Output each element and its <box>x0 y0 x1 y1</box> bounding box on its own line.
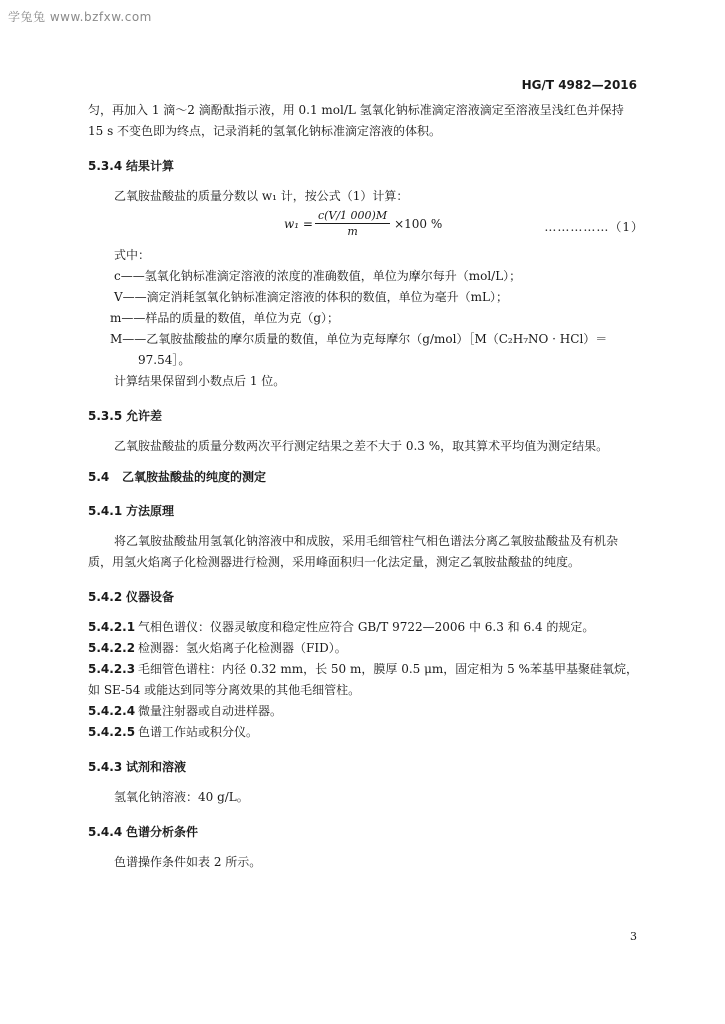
document-body <box>88 100 644 873</box>
conditions-text: 色谱操作条件如表 2 所示。 <box>114 855 262 869</box>
heading-5-4-2: 5.4.2 仪器设备 <box>88 590 175 604</box>
formula-tail: ×100 % <box>394 216 443 231</box>
formula-fraction <box>315 209 390 238</box>
def-v: V——滴定消耗氢氧化钠标准滴定溶液的体积的数值，单位为毫升（mL）； <box>114 290 509 304</box>
principle-line-1: 将乙氧胺盐酸盐用氢氧化钠溶液中和成胺，采用毛细管柱气相色谱法分离乙氧胺盐酸盐及有机杂 <box>114 534 619 548</box>
def-M-cont: 97.54］。 <box>138 353 191 367</box>
principle-line-2: 质，用氢火焰离子化检测器进行检测，采用峰面积归一化法定量，测定乙氧胺盐酸盐的纯度。 <box>88 555 581 569</box>
intro-line-2: 15 s 不变色即为终点，记录消耗的氢氧化钠标准滴定溶液的体积。 <box>88 124 442 138</box>
reagent-text: 氢氧化钠溶液：40 g/L。 <box>114 790 249 804</box>
item-5-4-2-4: 5.4.2.4 微量注射器或自动进样器。 <box>88 704 283 718</box>
heading-5-4-3: 5.4.3 试剂和溶液 <box>88 760 187 774</box>
heading-5-3-4: 5.3.4 结果计算 <box>88 159 175 173</box>
watermark: 学兔兔 www.bzfxw.com <box>8 10 152 24</box>
where-label: 式中： <box>114 248 151 262</box>
formula-1 <box>88 209 644 243</box>
heading-5-4-1: 5.4.1 方法原理 <box>88 504 175 518</box>
formula-lhs: w₁ = <box>284 216 313 231</box>
standard-code: HG/T 4982—2016 <box>521 78 637 92</box>
tolerance-text: 乙氧胺盐酸盐的质量分数两次平行测定结果之差不大于 0.3 %，取其算术平均值为测定结果。 <box>114 439 609 453</box>
item-5-4-2-3-cont: 如 SE-54 或能达到同等分离效果的其他毛细管柱。 <box>88 683 361 697</box>
heading-5-4: 5.4 乙氧胺盐酸盐的纯度的测定 <box>88 470 267 484</box>
def-c: c——氢氧化钠标准滴定溶液的浓度的准确数值，单位为摩尔每升（mol/L）； <box>114 269 522 283</box>
item-5-4-2-5: 5.4.2.5 色谱工作站或积分仪。 <box>88 725 259 739</box>
formula-numerator: c(V/1 000)M <box>315 209 390 224</box>
def-m: m——样品的质量的数值，单位为克（g）； <box>110 311 340 325</box>
heading-5-4-4: 5.4.4 色谱分析条件 <box>88 825 199 839</box>
item-5-4-2-1: 5.4.2.1 气相色谱仪：仪器灵敏度和稳定性应符合 GB/T 9722—2006 中 6.3 和 6.4 的规定。 <box>88 620 595 634</box>
equation-number: ……………（1） <box>544 220 644 234</box>
result-rounding: 计算结果保留到小数点后 1 位。 <box>114 374 286 388</box>
heading-5-3-5: 5.3.5 允许差 <box>88 409 163 423</box>
variable-definitions <box>88 266 644 371</box>
calc-intro: 乙氧胺盐酸盐的质量分数以 w₁ 计，按公式（1）计算： <box>114 189 409 203</box>
def-M: M——乙氧胺盐酸盐的摩尔质量的数值，单位为克每摩尔（g/mol）［M（C₂H₇NO · HCl）＝ <box>110 332 608 346</box>
item-5-4-2-3: 5.4.2.3 毛细管色谱柱：内径 0.32 mm，长 50 m，膜厚 0.5 μm，固定相为 5 %苯基甲基聚硅氧烷， <box>88 662 638 676</box>
page-number: 3 <box>630 930 637 943</box>
formula-denominator: m <box>347 225 358 238</box>
intro-line-1: 匀，再加入 1 滴～2 滴酚酞指示液，用 0.1 mol/L 氢氧化钠标准滴定溶液滴定至溶液呈浅红色并保持 <box>88 103 624 117</box>
item-5-4-2-2: 5.4.2.2 检测器：氢火焰离子化检测器（FID）。 <box>88 641 347 655</box>
